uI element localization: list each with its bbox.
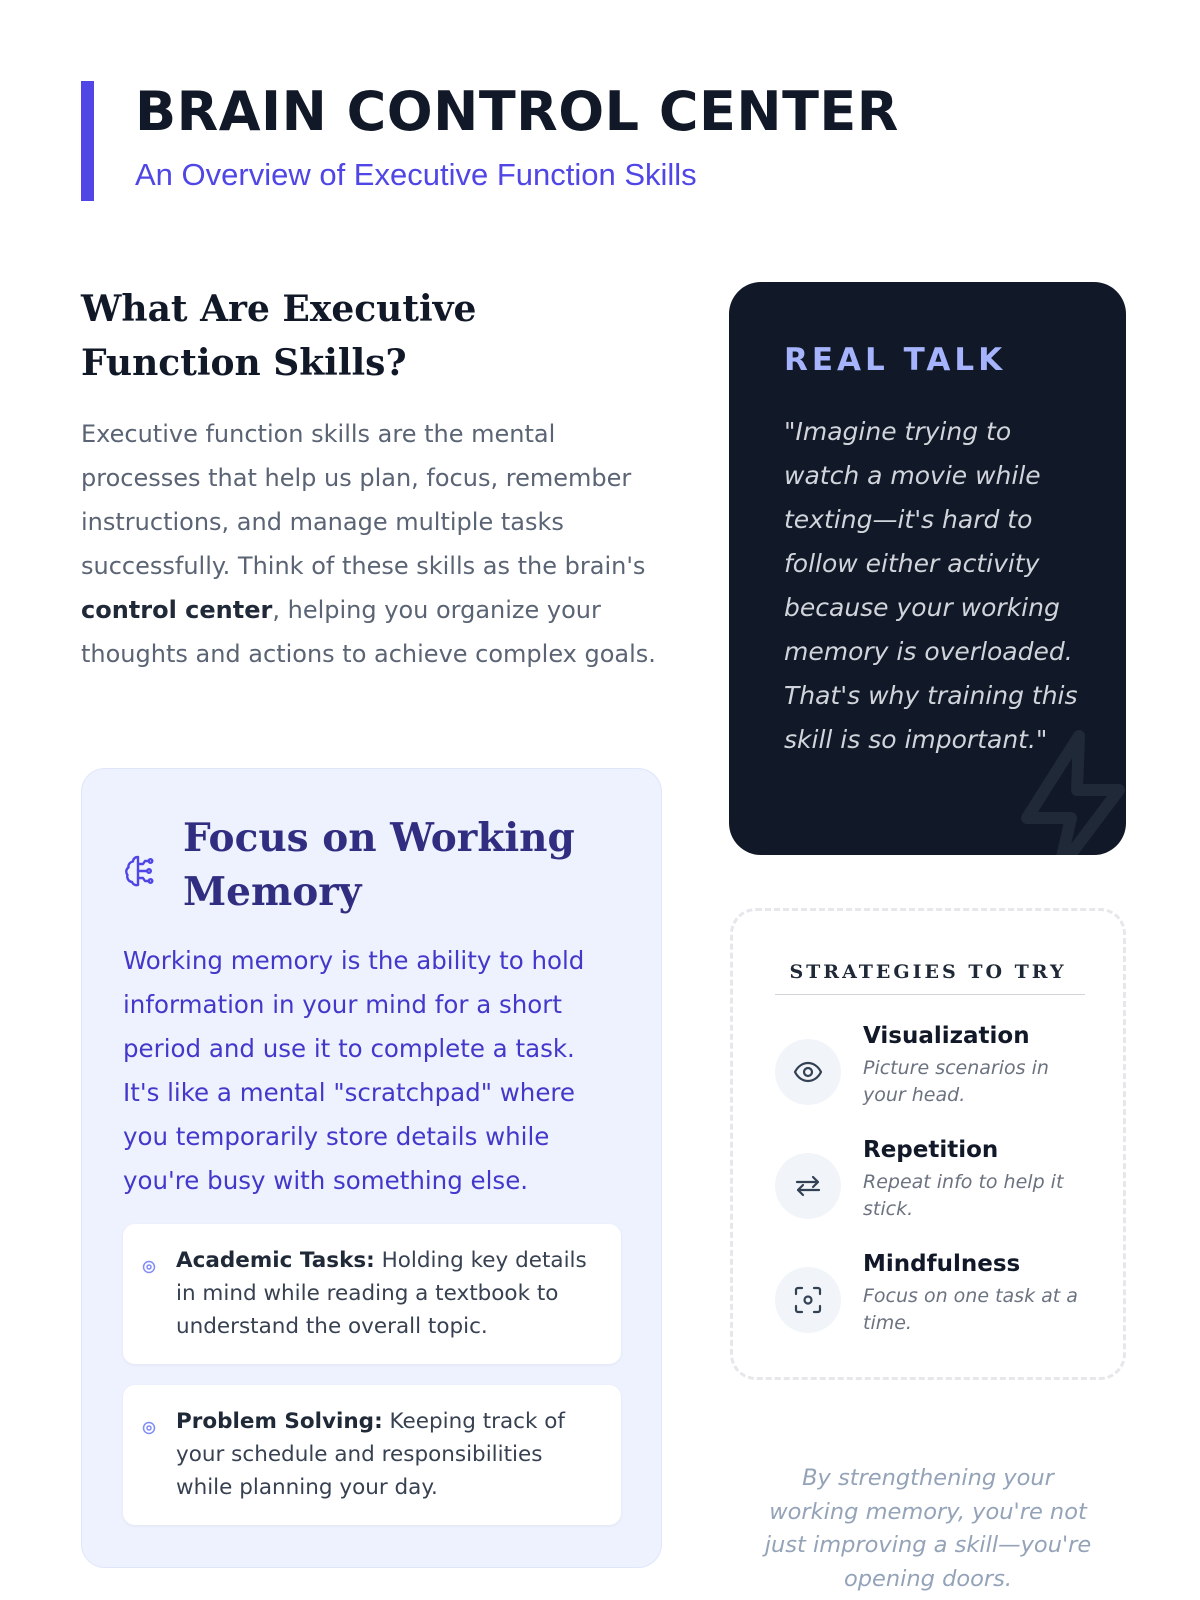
strategies-card — [730, 908, 1126, 1380]
example-text — [176, 1244, 596, 1343]
brain-icon — [122, 851, 162, 891]
intro-text-start: Executive function skills are the mental processes that help us plan, focus, remember instructions, and manage multiple tasks successfully. Think of these skills as the brain's — [81, 420, 646, 580]
focus-icon — [793, 1285, 823, 1315]
strategy-description: Picture scenarios in your head. — [863, 1057, 1049, 1106]
strategy-item — [775, 1137, 1105, 1227]
strategy-name: Mindfulness — [863, 1251, 1021, 1277]
target-icon — [142, 1421, 156, 1435]
closing-statement: By strengthening your working memory, you're not just improving a skill—you're opening doors. — [764, 1465, 1092, 1592]
example-body: Holding key details in mind while reading a textbook to understand the overall topic. — [176, 1248, 587, 1339]
example-label: Academic Tasks: — [176, 1248, 375, 1273]
accent-bar — [81, 81, 94, 201]
repeat-icon — [793, 1171, 823, 1201]
target-icon — [142, 1260, 156, 1274]
working-memory-title: Focus on Working Memory — [183, 815, 575, 915]
page-header — [81, 81, 1081, 201]
strategy-description: Repeat info to help it stick. — [863, 1171, 1064, 1220]
example-label: Problem Solving: — [176, 1409, 383, 1434]
strategy-icon-badge — [775, 1267, 841, 1333]
strategy-name: Repetition — [863, 1137, 999, 1163]
intro-emphasis: control center — [81, 596, 273, 624]
strategies-title: STRATEGIES TO TRY — [789, 961, 1067, 983]
page-subtitle: An Overview of Executive Function Skills — [135, 157, 697, 192]
working-memory-card — [81, 768, 662, 1568]
strategy-icon-badge — [775, 1153, 841, 1219]
real-talk-label: REAL TALK — [784, 342, 1007, 378]
intro-heading: What Are Executive Function Skills? — [81, 288, 477, 384]
example-card — [123, 1224, 621, 1364]
page-title: BRAIN CONTROL CENTER — [135, 80, 899, 143]
intro-text-end: , helping you organize your thoughts and actions to achieve complex goals. — [81, 596, 656, 668]
strategy-item — [775, 1251, 1105, 1341]
intro-section — [81, 282, 661, 676]
example-body: Keeping track of your schedule and responsibilities while planning your day. — [176, 1409, 565, 1500]
lightning-bolt-icon — [1007, 728, 1126, 855]
eye-icon — [793, 1057, 823, 1087]
example-text — [176, 1405, 596, 1504]
strategy-name: Visualization — [863, 1023, 1030, 1049]
divider — [775, 994, 1085, 995]
example-card — [123, 1385, 621, 1525]
strategy-item — [775, 1023, 1105, 1113]
strategy-description: Focus on one task at a time. — [863, 1285, 1078, 1334]
real-talk-quote: "Imagine trying to watch a movie while texting—it's hard to follow either activity because your working memory is overloaded. That's why training this skill is so important." — [784, 417, 1078, 754]
intro-paragraph — [81, 412, 661, 676]
working-memory-description: Working memory is the ability to hold information in your mind for a short period and use it to complete a task. It's like a mental "scratchpad" where you temporarily store details while you're busy with something else. — [123, 946, 585, 1195]
strategy-icon-badge — [775, 1039, 841, 1105]
real-talk-card — [729, 282, 1126, 855]
